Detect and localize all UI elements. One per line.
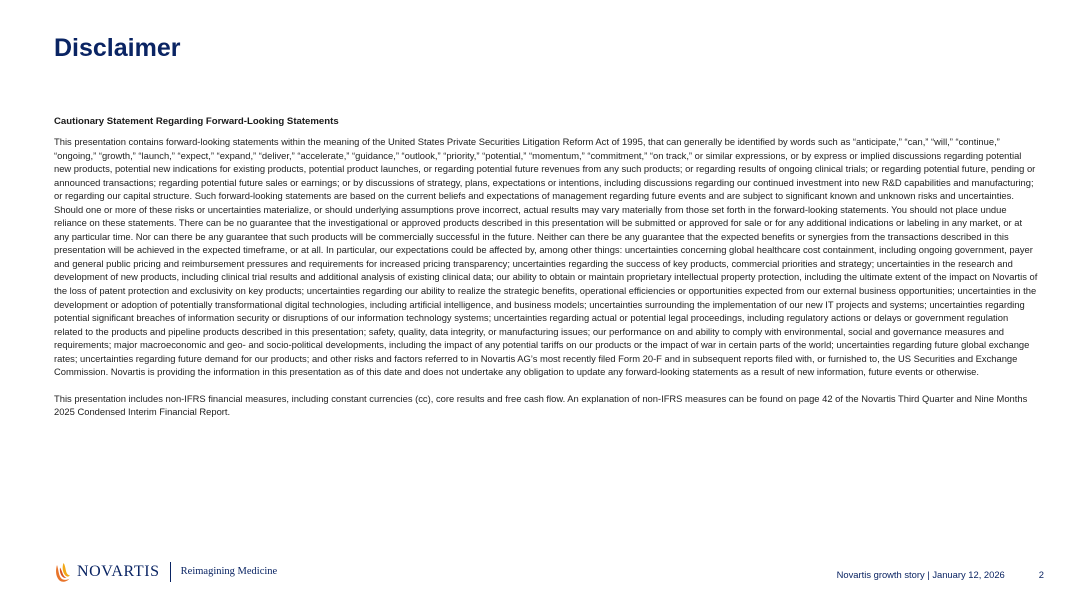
novartis-logo (54, 558, 277, 586)
page-number: 2 (1038, 569, 1044, 580)
page-title: Disclaimer (54, 34, 181, 62)
footer-info (837, 569, 1044, 581)
non-ifrs-paragraph: This presentation includes non-IFRS financial measures, including constant currencies (cc), core results and free cash flow. An explanation of non-IFRS measures can be found on page 42 of the Novartis Third Quarter and Nine Months 2025 Condensed Interim Financial Report. (54, 392, 1028, 418)
novartis-flame-icon (54, 561, 72, 583)
logo-tagline: Reimagining Medicine (180, 566, 278, 577)
disclaimer-content (54, 115, 1038, 419)
forward-looking-paragraph: This presentation contains forward-looking statements within the meaning of the United States Private Securities Litigation Reform Act of 1995, that can generally be identified by words such as “anticipate,” “can,” “will,” “continue,” “ongoing,” “growth,” “launch,” “expect,” “expand,” “deliver,” “accelerate,” “guidance,” “outlook,” “priority,” “potential,” “momentum,” “commitment,” “on track,” or similar expressions, or by express or implied discussions regarding potential new products, potential new indications for existing products, potential product launches, or regarding potential future revenues from any such products; or regarding results of ongoing clinical trials; or regarding potential future, pending or announced transactions; regarding potential future sales or earnings; or by discussions of strategy, plans, expectations or intentions, including discussions regarding our continued investment into new R&D capabilities and manufacturing; or regarding our capital structure. Such forward-looking statements are based on the current beliefs and expectations of management regarding future events and are subject to significant known and unknown risks and uncertainties. Should one or more of these risks or uncertainties materialize, or should underlying assumptions prove incorrect, actual results may vary materially from those set forth in the forward-looking statements. You should not place undue reliance on these statements. There can be no guarantee that the investigational or approved products described in this presentation will be submitted or approved for sale or for any additional indications or labeling in any market, or at any particular time. Nor can there be any guarantee that such products will be commercially successful in the future. Neither can there be any guarantee that the expected benefits or synergies from the transactions described in this presentation will be achieved in the expected timeframe, or at all. In particular, our expectations could be affected by, among other things: uncertainties concerning global healthcare cost containment, including ongoing government, payer and general public pricing and reimbursement pressures and requirements for increased pricing transparency; uncertainties regarding the success of key products, commercial priorities and strategy; uncertainties in the research and development of new products, including clinical trial results and additional analysis of existing clinical data; our ability to obtain or maintain proprietary intellectual property protection, including the ultimate extent of the impact on Novartis of the loss of patent protection and exclusivity on key products; uncertainties regarding our ability to realize the strategic benefits, operational efficiencies or opportunities expected from our external business opportunities; uncertainties in the development or adoption of potentially transformational digital technologies, including artificial intelligence, and business models; uncertainties surrounding the implementation of our new IT projects and systems; uncertainties regarding potential significant breaches of information security or disruptions of our information technology systems; uncertainties regarding actual or potential legal proceedings, including regulatory actions or delays or government regulation related to the products and pipeline products described in this presentation; safety, quality, data integrity, or manufacturing issues; our performance on and ability to comply with environmental, social and governance measures and requirements; major macroeconomic and geo- and socio-political developments, including the impact of any potential tariffs on our products or the impact of war in certain parts of the world; uncertainties regarding future global exchange rates; uncertainties regarding future demand for our products; and other risks and factors referred to in Novartis AG’s most recently filed Form 20-F and in subsequent reports filed with, or furnished to, the US Securities and Exchange Commission. Novartis is providing the information in this presentation as of this date and does not undertake any obligation to update any forward-looking statements as a result of new information, future events or otherwise. (54, 136, 1038, 378)
section-heading: Cautionary Statement Regarding Forward-Looking Statements (54, 116, 339, 127)
logo-divider (170, 562, 171, 582)
presentation-info: Novartis growth story | January 12, 2026 (836, 569, 1005, 580)
logo-wordmark: NOVARTIS (77, 563, 160, 580)
